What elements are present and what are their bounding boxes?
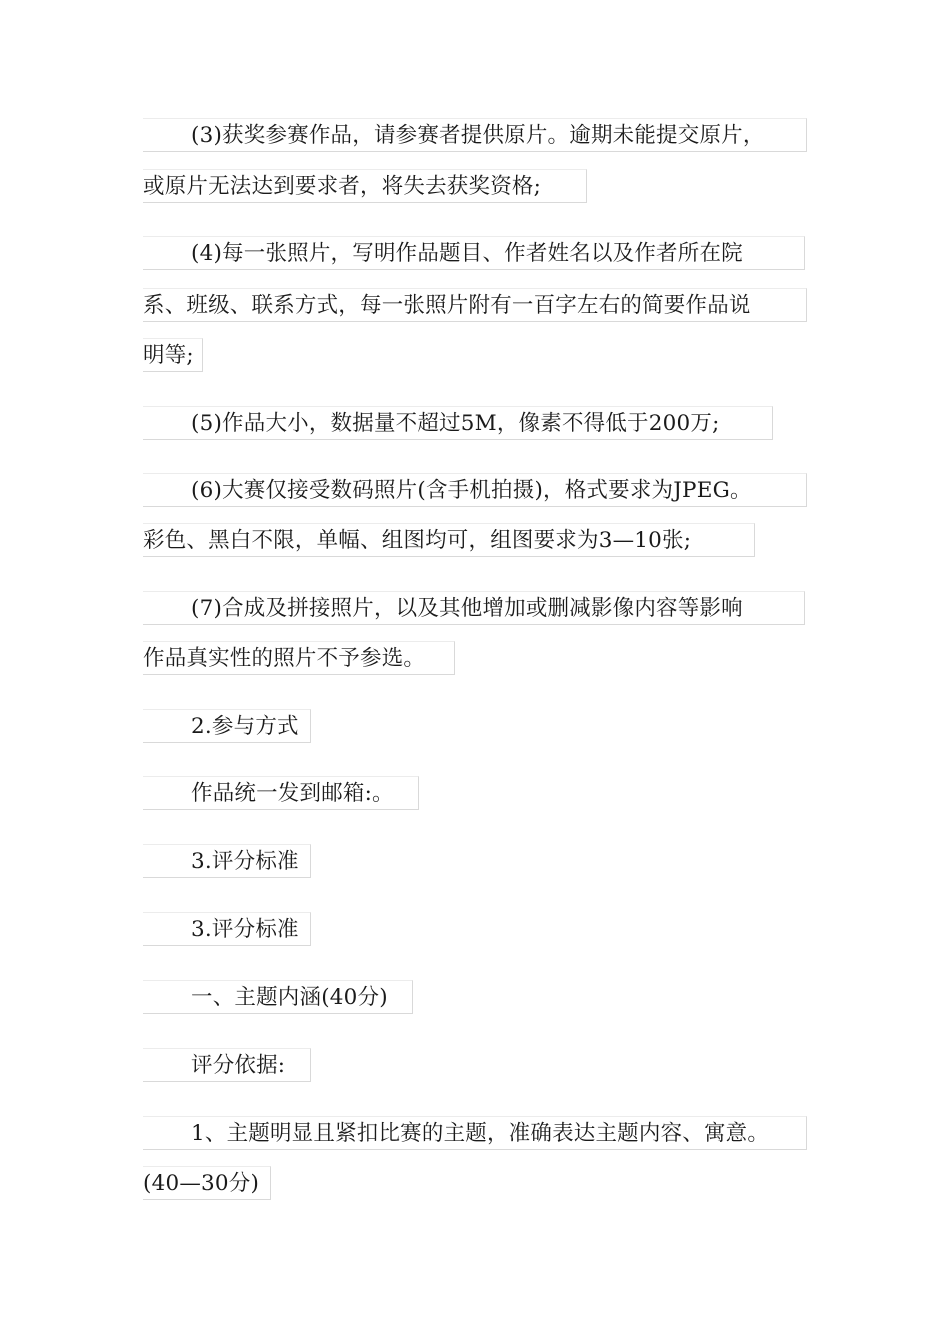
text-line: 1、主题明显且紧扣比赛的主题，准确表达主题内容、寓意。 [143,1116,807,1150]
text-line: 系、班级、联系方式，每一张照片附有一百字左右的简要作品说 [143,288,807,322]
text-line: (40—30分) [143,1166,271,1200]
text-line: (4)每一张照片，写明作品题目、作者姓名以及作者所在院 [143,236,805,270]
section-heading: 一、主题内涵(40分) [143,980,413,1014]
section-heading: 3.评分标准 [143,844,311,878]
text-line: (5)作品大小，数据量不超过5M，像素不得低于200万; [143,406,773,440]
text-line: (6)大赛仅接受数码照片(含手机拍摄)，格式要求为JPEG。 [143,473,807,507]
text-line: 评分依据: [143,1048,311,1082]
text-line: 彩色、黑白不限，单幅、组图均可，组图要求为3—10张; [143,523,755,557]
text-line: 明等; [143,338,203,372]
text-line: (3)获奖参赛作品，请参赛者提供原片。逾期未能提交原片， [143,118,807,152]
text-line: (7)合成及拼接照片，以及其他增加或删减影像内容等影响 [143,591,805,625]
section-heading: 3.评分标准 [143,912,311,946]
text-line: 作品真实性的照片不予参选。 [143,641,455,675]
text-line: 作品统一发到邮箱:。 [143,776,419,810]
text-line: 或原片无法达到要求者，将失去获奖资格; [143,169,587,203]
section-heading: 2.参与方式 [143,709,311,743]
